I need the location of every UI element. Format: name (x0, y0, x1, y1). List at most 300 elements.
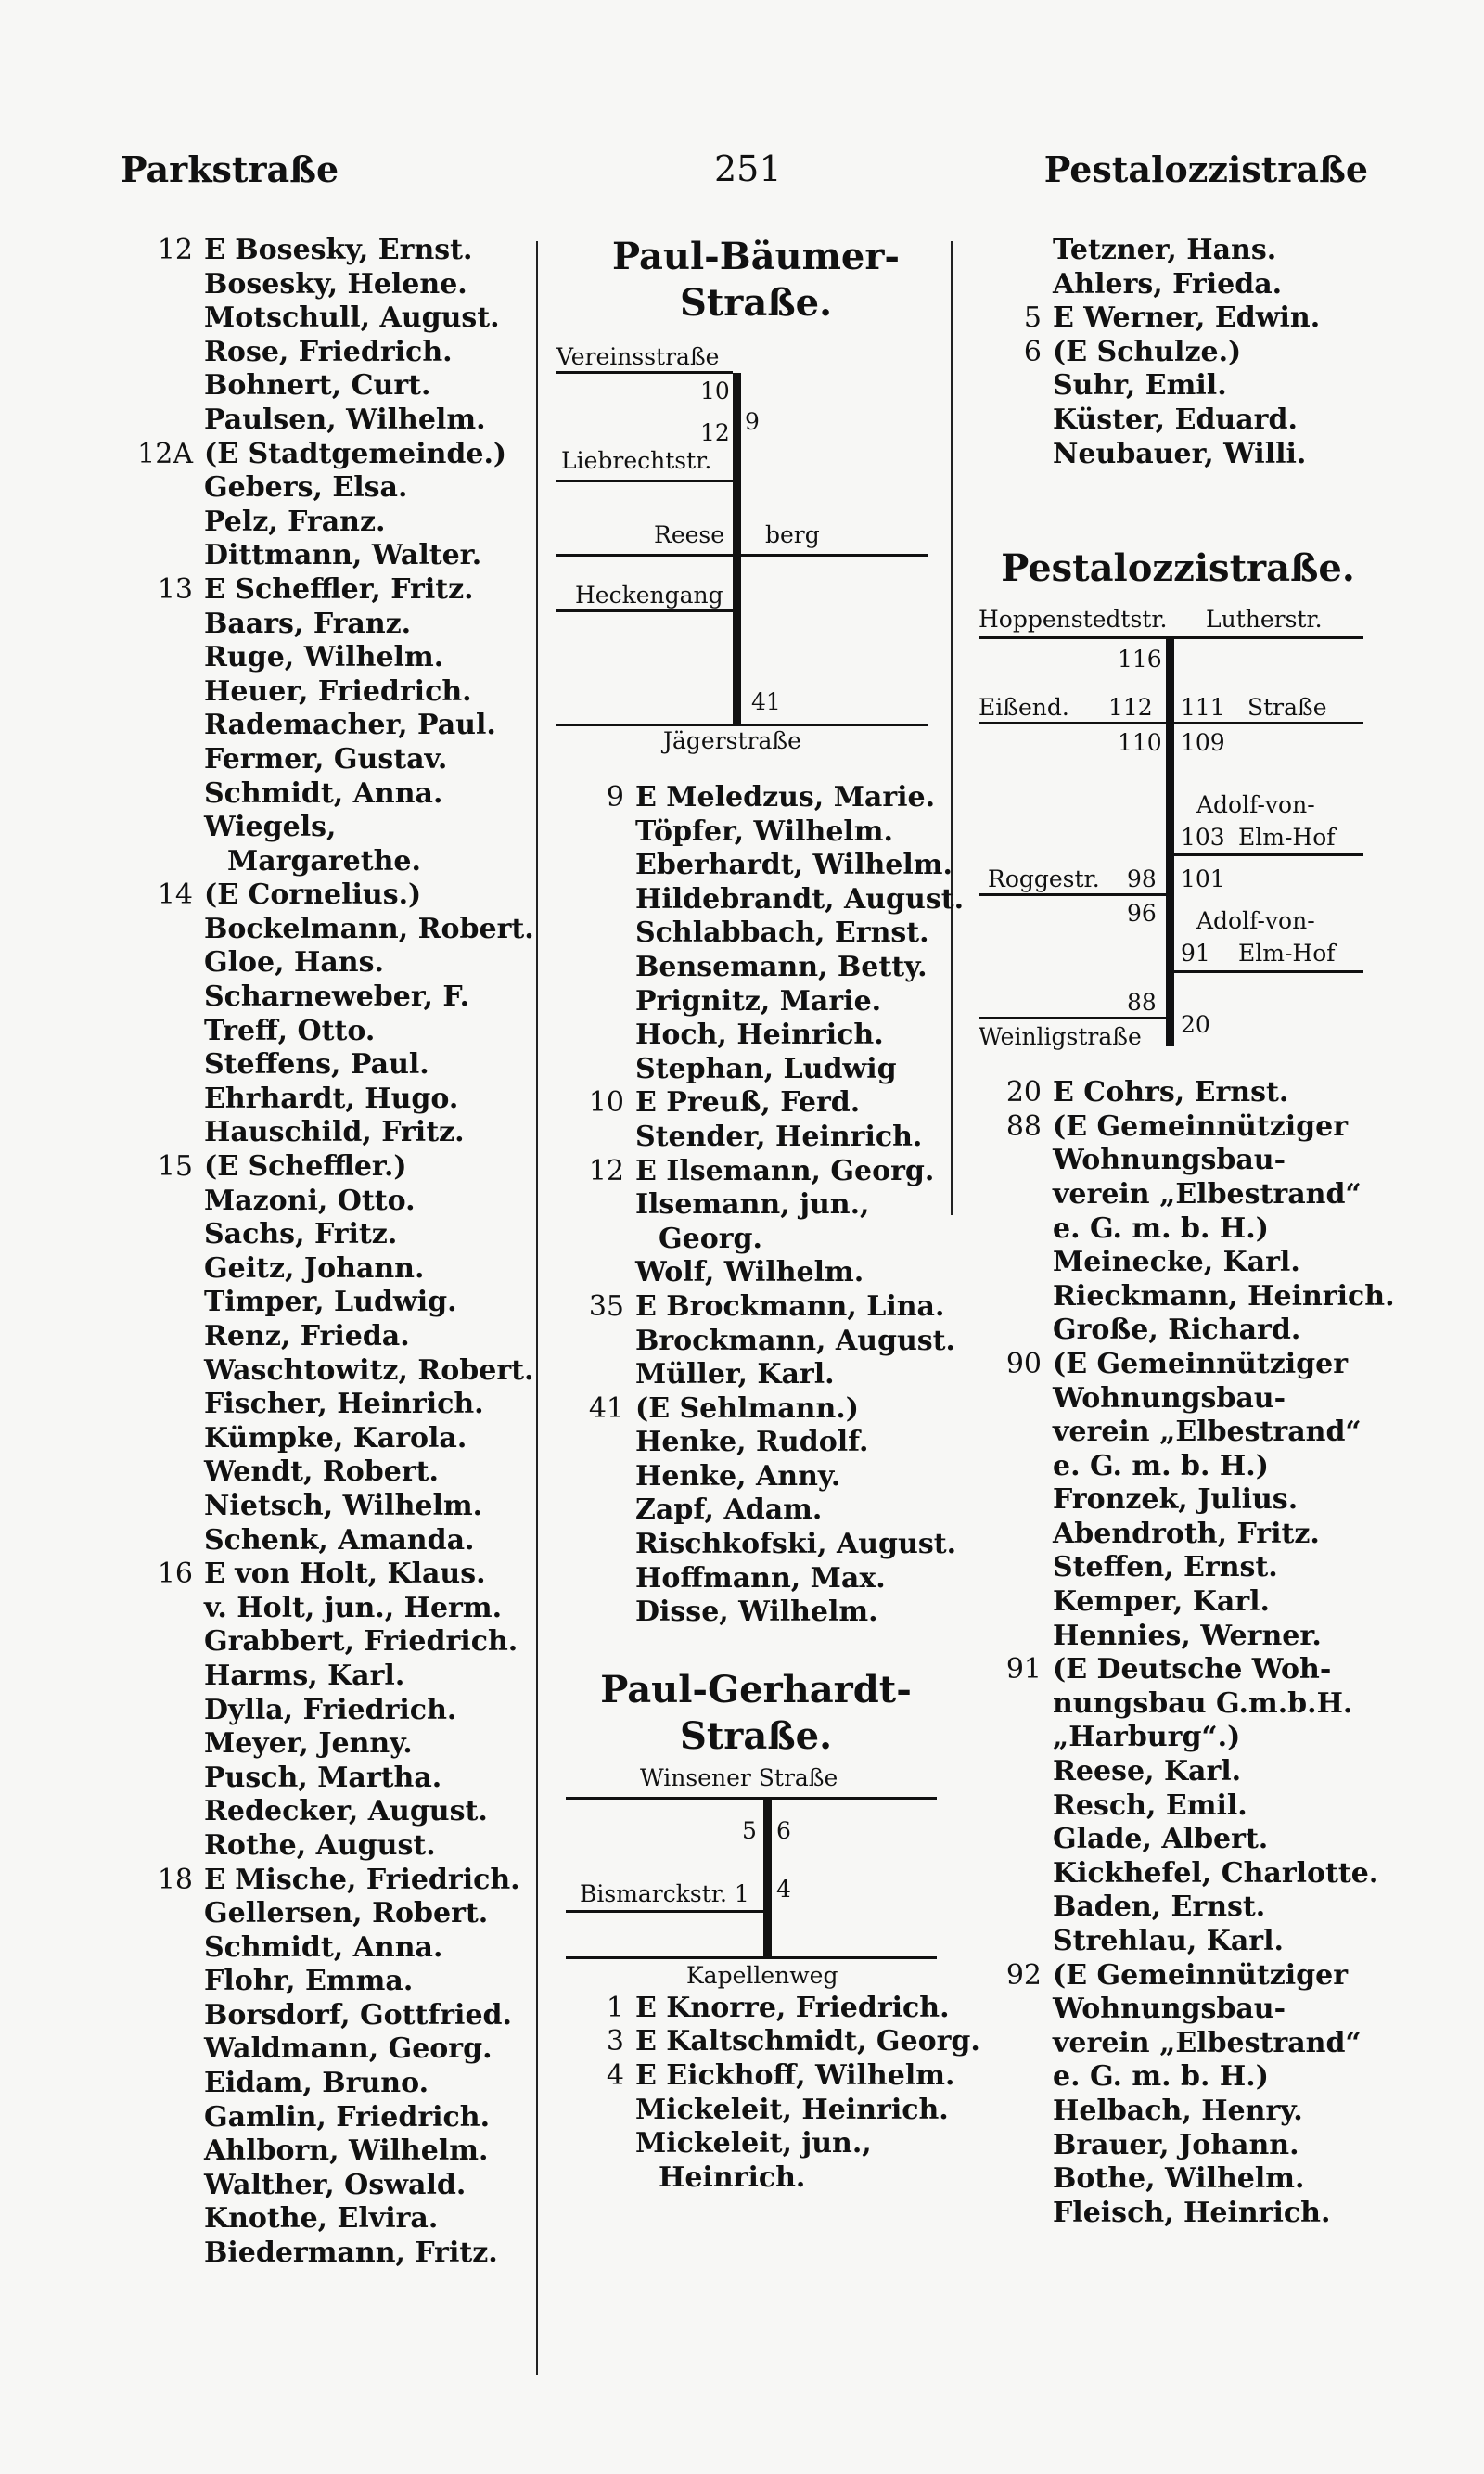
resident-name: Suhr, Emil. (1053, 369, 1227, 403)
resident-name: E Preuß, Ferd. (635, 1086, 861, 1120)
resident-name: Steffen, Ernst. (1053, 1551, 1278, 1584)
street-title-line: Paul-Gerhardt- (600, 1667, 912, 1711)
resident-name: E Meledzus, Marie. (635, 781, 936, 814)
house-number: 1 (606, 1991, 624, 2024)
directory-entry (969, 2095, 1387, 2129)
resident-name: E Kaltschmidt, Georg. (635, 2025, 980, 2058)
map-number: 112 (1108, 694, 1153, 722)
directory-entry (121, 1931, 538, 1966)
resident-name: Henke, Rudolf. (635, 1426, 869, 1459)
map-number: 110 (1118, 729, 1162, 757)
directory-entry (121, 1320, 538, 1354)
house-number: 4 (606, 2059, 624, 2093)
directory-entry (969, 1279, 1395, 1314)
map-road (556, 554, 928, 557)
map-gerhardt (552, 1760, 960, 1992)
resident-name: Fleisch, Heinrich. (1053, 2196, 1331, 2229)
directory-entry (121, 1625, 538, 1660)
resident-name: Ilsemann, jun., (635, 1188, 870, 1222)
map-road (979, 722, 1363, 724)
resident-name: Rothe, August. (204, 1828, 436, 1862)
resident-name: Bockelmann, Robert. (204, 912, 534, 945)
directory-entry (969, 1416, 1387, 1450)
map-number: 9 (745, 408, 760, 435)
directory-entry (969, 1823, 1387, 1857)
directory-entry (121, 1999, 538, 2033)
house-number: 10 (588, 1086, 624, 1120)
resident-name: Wohnungsbau- (1053, 1993, 1286, 2026)
resident-name: Steffens, Paul. (204, 1048, 429, 1082)
directory-entry (969, 1518, 1387, 1552)
map-number: 91 (1181, 940, 1210, 968)
map-label: Heckengang (575, 582, 723, 609)
street-title-line: Paul-Bäumer- (611, 235, 901, 278)
map-label: Winsener Straße (640, 1763, 838, 1791)
resident-name: E von Holt, Klaus. (204, 1557, 486, 1591)
resident-name: Schmidt, Anna. (204, 776, 443, 810)
street-title-line: Straße. (679, 1713, 833, 1758)
map-road (566, 1956, 937, 1959)
resident-name: Hennies, Werner. (1053, 1619, 1322, 1652)
resident-name: Bohnert, Curt. (204, 369, 431, 403)
directory-entry (552, 1992, 960, 2026)
street-title-pestalozzi: Pestalozzistraße. (1001, 546, 1355, 591)
map-street-axis (733, 373, 741, 725)
map-baeumer (552, 327, 960, 753)
house-number: 16 (157, 1557, 193, 1591)
directory-entry (969, 2027, 1387, 2061)
resident-name: E Mische, Friedrich. (204, 1863, 520, 1896)
resident-name: Schmidt, Anna. (204, 1930, 443, 1964)
resident-name: Hoffmann, Max. (635, 1561, 886, 1595)
map-label: Weinligstraße (979, 1023, 1142, 1051)
map-road (1169, 970, 1363, 973)
directory-entry (552, 1188, 960, 1223)
directory-entry (121, 1829, 538, 1864)
directory-entry (969, 234, 1387, 268)
directory-entry (121, 608, 538, 642)
resident-name: E Ilsemann, Georg. (635, 1154, 935, 1187)
map-label: Adolf-von- (1196, 907, 1315, 935)
map-pestalozzi (969, 601, 1387, 1158)
directory-entry (552, 1155, 960, 1189)
resident-name: „Harburg“.) (1053, 1721, 1241, 1754)
resident-name: Henke, Anny. (635, 1459, 841, 1493)
house-number: 5 (1023, 301, 1042, 335)
page-header (121, 148, 1368, 200)
directory-entry (552, 1493, 960, 1528)
map-label: Lutherstr. (1206, 606, 1323, 634)
directory-entry (121, 811, 538, 845)
house-number: 20 (1005, 1076, 1042, 1109)
map-number: 10 (700, 378, 730, 404)
resident-name: Eidam, Bruno. (204, 2067, 429, 2100)
map-number: 41 (751, 688, 781, 715)
directory-entry (121, 268, 538, 302)
house-number: 12 (157, 234, 193, 266)
directory-entry (969, 301, 1387, 336)
map-number: 96 (1127, 900, 1157, 928)
map-label: Eißend. (979, 694, 1069, 722)
resident-name: (E Cornelius.) (204, 878, 422, 912)
map-label: Kapellenweg (686, 1961, 838, 1989)
resident-name: Pusch, Martha. (204, 1761, 442, 1794)
directory-entry (969, 1891, 1387, 1925)
directory-entry (121, 438, 538, 472)
resident-name: verein „Elbestrand“ (1053, 1177, 1362, 1211)
entry-list-parkstrasse (121, 234, 538, 2271)
resident-name: Knothe, Elvira. (204, 2202, 439, 2236)
page-number: 251 (714, 148, 782, 189)
resident-name: Rieckmann, Heinrich. (1053, 1279, 1395, 1313)
directory-entry (969, 1755, 1387, 1789)
house-number: 91 (1005, 1653, 1042, 1686)
directory-entry (121, 1455, 538, 1490)
map-road (566, 1910, 763, 1913)
column-2 (552, 234, 980, 2195)
resident-name: Waldmann, Georg. (204, 2032, 493, 2066)
resident-name: Fermer, Gustav. (204, 742, 448, 776)
resident-name: Meinecke, Karl. (1053, 1246, 1300, 1279)
resident-name: Kickhefel, Charlotte. (1053, 1856, 1379, 1890)
resident-name: Zapf, Adam. (635, 1493, 823, 1527)
directory-entry (121, 1694, 538, 1728)
directory-entry (969, 1314, 1387, 1348)
resident-name: Schenk, Amanda. (204, 1523, 475, 1557)
resident-name: Brauer, Johann. (1053, 2128, 1299, 2161)
directory-entry (121, 301, 538, 336)
directory-entry (121, 675, 538, 710)
directory-entry (969, 1653, 1387, 1687)
column-3 (969, 234, 1395, 2230)
resident-name: Stender, Heinrich. (635, 1120, 923, 1153)
resident-name: (E Deutsche Woh- (1053, 1653, 1332, 1686)
resident-name: Wiegels, (204, 811, 337, 844)
directory-entry (552, 2059, 960, 2094)
directory-entry (121, 2101, 538, 2135)
entry-list-baeumer (552, 781, 965, 1630)
map-label: Vereinsstraße (556, 343, 720, 370)
resident-name: Dylla, Friedrich. (204, 1693, 457, 1726)
directory-entry (969, 404, 1387, 438)
directory-entry (969, 2162, 1387, 2197)
map-number: 88 (1127, 989, 1157, 1017)
resident-name: Hildebrandt, August. (635, 882, 965, 916)
resident-name: Fischer, Heinrich. (204, 1388, 484, 1421)
directory-entry (121, 913, 538, 947)
map-road (979, 893, 1166, 896)
directory-entry (121, 2067, 538, 2101)
spacer (552, 753, 960, 781)
resident-name: Ahlers, Frieda. (1053, 267, 1283, 301)
directory-entry (969, 1212, 1387, 1247)
house-number: 18 (157, 1863, 193, 1896)
resident-name: Treff, Otto. (204, 1014, 376, 1047)
resident-name: E Bosesky, Ernst. (204, 234, 473, 266)
map-label: Jägerstraße (663, 727, 801, 754)
directory-entry (969, 1993, 1387, 2027)
resident-name: Töpfer, Wilhelm. (635, 814, 893, 848)
directory-entry (552, 2025, 980, 2059)
map-label: Adolf-von- (1196, 791, 1315, 819)
resident-name: Heinrich. (659, 2160, 806, 2194)
map-label: Roggestr. (988, 865, 1100, 893)
map-road (556, 480, 733, 482)
directory-entry (969, 1246, 1387, 1280)
resident-name: Ahlborn, Wilhelm. (204, 2134, 489, 2168)
resident-name: Walther, Oswald. (204, 2168, 467, 2201)
street-title-gerhardt (552, 1667, 960, 1760)
directory-entry (969, 1857, 1387, 1891)
resident-name: Wendt, Robert. (204, 1455, 439, 1489)
directory-entry (121, 1116, 538, 1150)
column-1 (121, 234, 538, 2271)
map-label: Elm-Hof (1238, 824, 1336, 852)
directory-entry (121, 1524, 538, 1558)
resident-name: Gloe, Hans. (204, 946, 384, 980)
resident-name: (E Sehlmann.) (635, 1391, 859, 1425)
directory-entry (969, 1144, 1387, 1178)
house-number: 41 (588, 1391, 624, 1425)
map-label: Bismarckstr. 1 (580, 1879, 749, 1907)
house-number: 13 (157, 572, 193, 606)
resident-name: Strehlau, Karl. (1053, 1925, 1284, 1957)
directory-entry (552, 1256, 960, 1290)
directory-entry (552, 951, 960, 985)
directory-entry (121, 369, 538, 404)
directory-entry (552, 815, 960, 850)
resident-name: Timper, Ludwig. (204, 1286, 457, 1319)
house-number: 3 (606, 2025, 624, 2058)
directory-entry (552, 1596, 960, 1630)
resident-name: Margarethe. (227, 844, 421, 878)
resident-name: Scharneweber, F. (204, 981, 470, 1014)
resident-name: Fronzek, Julius. (1053, 1483, 1298, 1517)
resident-name: Prignitz, Marie. (635, 984, 882, 1018)
directory-entry (969, 1620, 1387, 1654)
resident-name: Mazoni, Otto. (204, 1184, 416, 1217)
directory-entry (552, 1426, 960, 1460)
directory-entry (121, 1286, 538, 1320)
directory-entry (552, 1528, 960, 1562)
resident-name: e. G. m. b. H.) (1053, 1211, 1269, 1245)
house-number: 15 (157, 1150, 193, 1184)
resident-name: e. G. m. b. H.) (1053, 1449, 1269, 1482)
map-label: Liebrechtstr. (561, 447, 712, 474)
resident-name: Tetzner, Hans. (1053, 234, 1277, 266)
resident-name: Gebers, Elsa. (204, 471, 408, 505)
directory-entry (969, 1585, 1387, 1620)
resident-name: Baden, Ernst. (1053, 1891, 1266, 1924)
resident-name: Hoch, Heinrich. (635, 1019, 884, 1052)
resident-name: verein „Elbestrand“ (1053, 2026, 1362, 2059)
directory-entry (121, 1185, 538, 1219)
directory-entry (121, 2032, 538, 2067)
directory-entry (969, 1687, 1387, 1722)
map-street-axis (763, 1799, 772, 1956)
directory-entry (552, 1358, 960, 1392)
directory-entry (552, 1223, 960, 1257)
directory-entry (121, 777, 538, 812)
directory-entry (121, 1557, 538, 1592)
directory-entry (552, 1460, 960, 1494)
resident-name: Pelz, Franz. (204, 505, 386, 538)
directory-entry (552, 1121, 960, 1155)
resident-name: Harms, Karl. (204, 1659, 405, 1692)
directory-entry (121, 336, 538, 370)
directory-entry (552, 1325, 960, 1359)
resident-name: Abendroth, Fritz. (1053, 1517, 1320, 1550)
directory-entry (121, 471, 538, 506)
directory-entry (969, 1076, 1387, 1110)
directory-entry (552, 849, 960, 883)
directory-entry (121, 1252, 538, 1287)
resident-name: Meyer, Jenny. (204, 1727, 413, 1761)
directory-entry (969, 1348, 1387, 1382)
directory-entry (121, 1965, 538, 1999)
resident-name: Bosesky, Helene. (204, 267, 467, 301)
map-road (566, 1797, 937, 1800)
directory-entry (121, 1592, 538, 1626)
spacer (552, 1630, 960, 1667)
map-road (979, 1017, 1166, 1019)
directory-entry (969, 1551, 1387, 1585)
directory-entry (121, 1795, 538, 1829)
map-number: 6 (776, 1816, 791, 1844)
resident-name: Waschtowitz, Robert. (204, 1353, 534, 1387)
resident-name: Brockmann, August. (635, 1324, 955, 1357)
directory-entry (969, 1959, 1387, 1993)
resident-name: Georg. (659, 1222, 762, 1255)
directory-entry (121, 946, 538, 981)
resident-name: Ehrhardt, Hugo. (204, 1082, 459, 1115)
resident-name: Redecker, August. (204, 1795, 488, 1828)
directory-entry (121, 539, 538, 573)
directory-entry (121, 1083, 538, 1117)
resident-name: E Werner, Edwin. (1053, 301, 1321, 335)
map-number: 116 (1118, 646, 1162, 673)
map-road (556, 609, 733, 612)
resident-name: Mickeleit, Heinrich. (635, 2093, 949, 2126)
directory-entry (121, 1218, 538, 1252)
directory-entry (552, 1019, 960, 1053)
resident-name: E Brockmann, Lina. (635, 1289, 945, 1323)
resident-name: Disse, Wilhelm. (635, 1596, 878, 1629)
map-road (556, 724, 928, 726)
resident-name: e. G. m. b. H.) (1053, 2060, 1269, 2094)
resident-name: Rose, Friedrich. (204, 335, 453, 368)
directory-entry (121, 2237, 538, 2271)
directory-entry (121, 1490, 538, 1524)
directory-entry (552, 2094, 960, 2128)
resident-name: Küster, Eduard. (1053, 403, 1298, 436)
directory-entry (552, 882, 965, 917)
directory-entry (969, 1110, 1387, 1145)
resident-name: Neubauer, Willi. (1053, 437, 1307, 470)
resident-name: (E Scheffler.) (204, 1150, 407, 1184)
resident-name: Flohr, Emma. (204, 1965, 414, 1998)
resident-name: Bothe, Wilhelm. (1053, 2162, 1305, 2196)
resident-name: Stephan, Ludwig (635, 1052, 897, 1085)
entry-list-continued (969, 234, 1387, 471)
resident-name: E Eickhoff, Wilhelm. (635, 2059, 955, 2093)
directory-entry (969, 1382, 1387, 1416)
header-left-street: Parkstraße (121, 148, 339, 190)
house-number: 9 (606, 781, 624, 814)
directory-entry (121, 2169, 538, 2203)
directory-entry (121, 1422, 538, 1456)
resident-name: Bensemann, Betty. (635, 950, 928, 983)
house-number: 90 (1005, 1347, 1042, 1380)
resident-name: Glade, Albert. (1053, 1823, 1269, 1856)
resident-name: Kemper, Karl. (1053, 1585, 1270, 1619)
resident-name: nungsbau G.m.b.H. (1053, 1686, 1353, 1720)
directory-entry (969, 1483, 1387, 1518)
resident-name: Hauschild, Fritz. (204, 1116, 465, 1149)
resident-name: Schlabbach, Ernst. (635, 917, 929, 950)
resident-name: Große, Richard. (1053, 1314, 1301, 1347)
resident-name: Heuer, Friedrich. (204, 674, 472, 708)
resident-name: (E Gemeinnütziger (1053, 1109, 1349, 1143)
directory-entry (552, 781, 960, 815)
directory-entry (552, 2127, 960, 2161)
directory-entry (552, 1562, 960, 1596)
resident-name: Rademacher, Paul. (204, 709, 496, 742)
resident-name: Grabbert, Friedrich. (204, 1625, 518, 1659)
directory-entry (121, 1727, 538, 1762)
directory-entry (121, 1015, 538, 1049)
street-title-baeumer (552, 234, 960, 327)
directory-entry (969, 268, 1387, 302)
directory-entry (121, 1048, 538, 1083)
directory-entry (969, 438, 1387, 472)
resident-name: Helbach, Henry. (1053, 2094, 1303, 2127)
directory-entry (121, 641, 538, 675)
map-number: 109 (1181, 729, 1225, 757)
directory-entry (552, 2161, 960, 2196)
resident-name: Sachs, Fritz. (204, 1218, 398, 1251)
directory-entry (121, 1660, 538, 1694)
map-label: Hoppenstedtstr. (979, 606, 1168, 634)
resident-name: Kümpke, Karola. (204, 1421, 467, 1455)
house-number: 14 (157, 878, 193, 912)
resident-name: Gellersen, Robert. (204, 1897, 489, 1930)
directory-entry (121, 1897, 538, 1931)
resident-name: Wolf, Wilhelm. (635, 1256, 864, 1289)
resident-name: (E Stadtgemeinde.) (204, 437, 507, 470)
resident-name: E Knorre, Friedrich. (635, 1991, 950, 2024)
resident-name: Eberhardt, Wilhelm. (635, 849, 953, 882)
resident-name: Biedermann, Fritz. (204, 2237, 498, 2270)
directory-entry (121, 1150, 538, 1185)
map-label: Reese (654, 521, 725, 548)
resident-name: Mickeleit, jun., (635, 2127, 872, 2160)
spacer (969, 471, 1387, 545)
directory-entry (121, 2134, 538, 2169)
map-number: 101 (1181, 865, 1225, 893)
directory-entry (969, 336, 1387, 370)
resident-name: (E Schulze.) (1053, 335, 1242, 368)
resident-name: v. Holt, jun., Herm. (204, 1591, 503, 1624)
resident-name: E Scheffler, Fritz. (204, 572, 474, 606)
map-label: Straße (1247, 694, 1327, 722)
resident-name: verein „Elbestrand“ (1053, 1416, 1362, 1449)
directory-entry (121, 878, 538, 913)
entry-list-gerhardt (552, 1991, 980, 2196)
map-number: 103 (1181, 824, 1225, 852)
map-number: 111 (1181, 694, 1225, 722)
directory-entry (969, 1450, 1387, 1484)
